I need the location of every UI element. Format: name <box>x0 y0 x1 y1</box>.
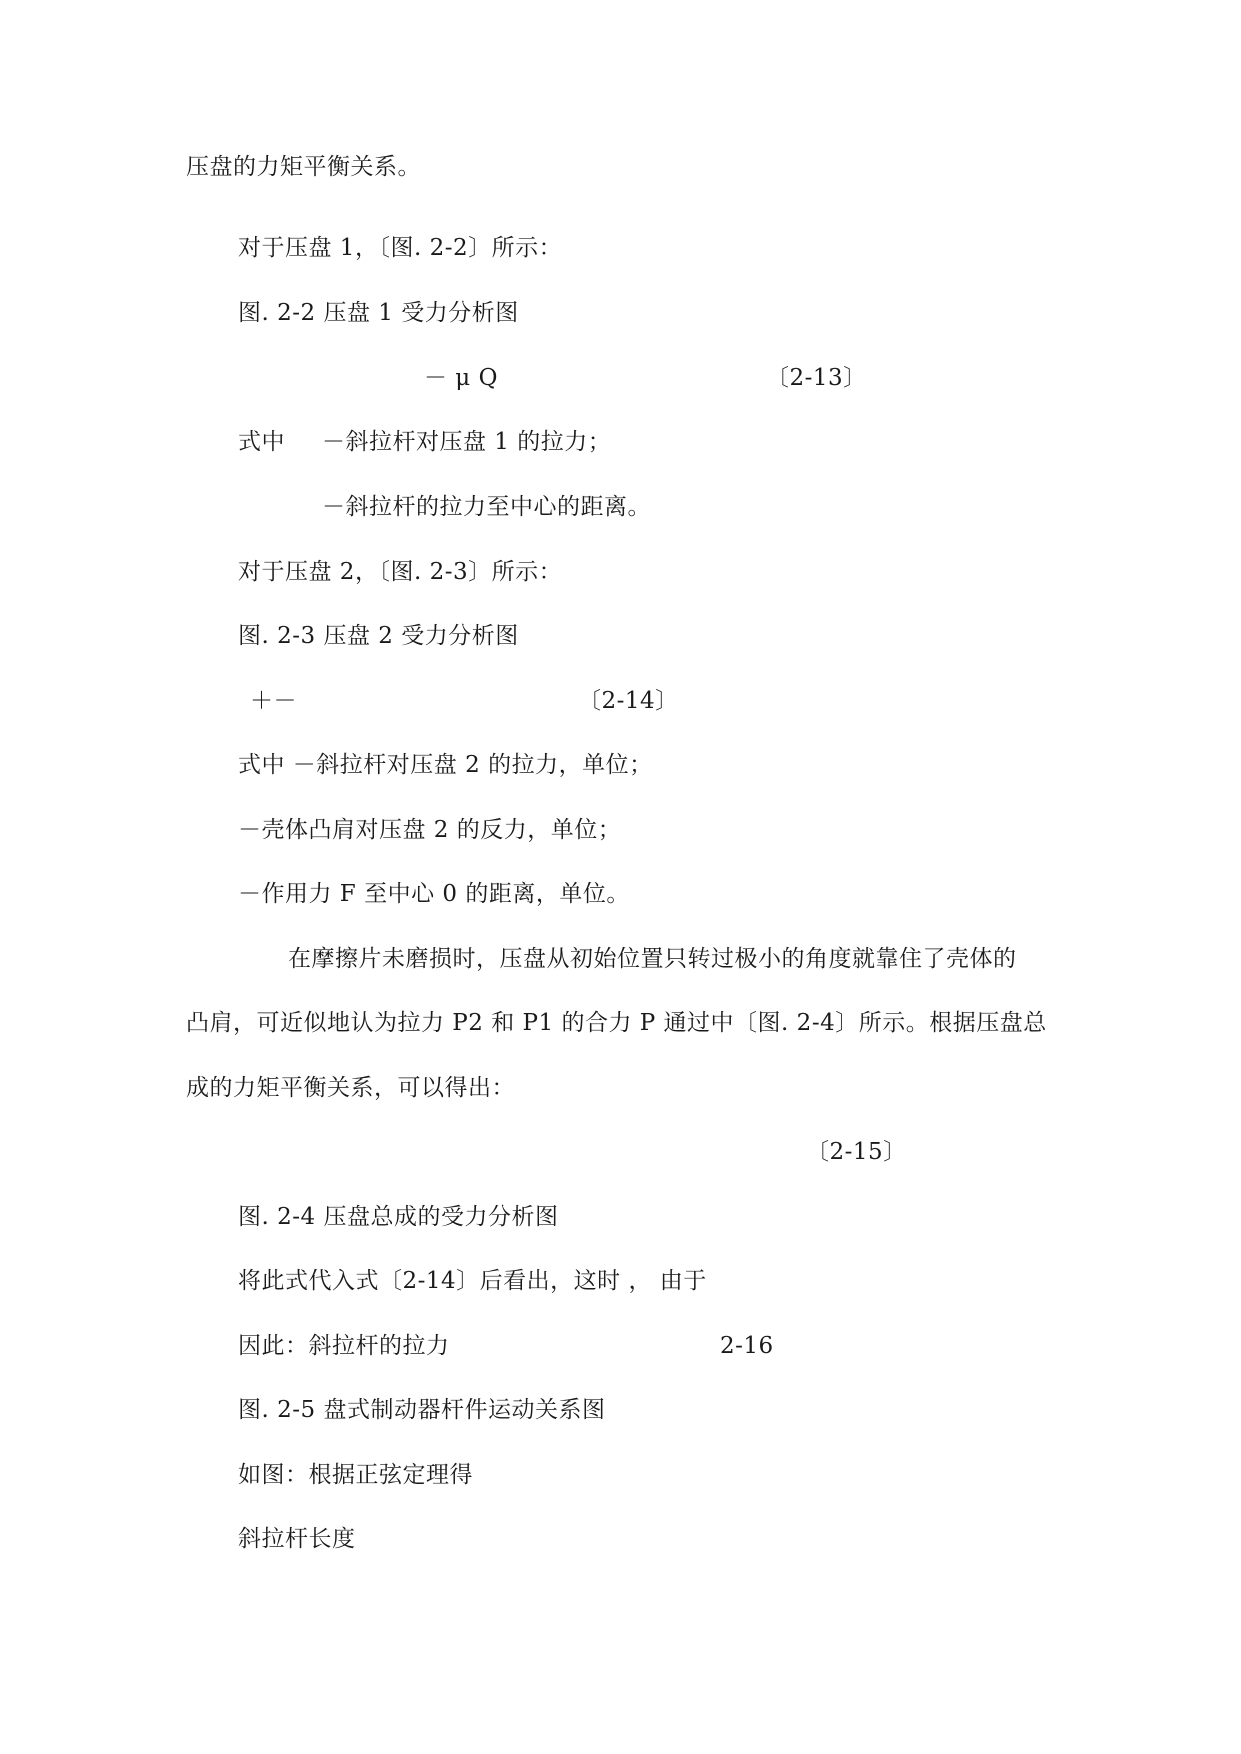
text-line: －斜拉杆对压盘 1 的拉力； <box>322 429 612 455</box>
figure-caption: 图. 2-2 压盘 1 受力分析图 <box>238 300 519 326</box>
figure-caption: 图. 2-4 压盘总成的受力分析图 <box>238 1204 559 1230</box>
equation-number: 〔2-13〕 <box>766 365 867 391</box>
equation-number: 2-16 <box>720 1333 774 1359</box>
equation-number: 〔2-15〕 <box>806 1139 907 1165</box>
text-line: 因此：斜拉杆的拉力 <box>238 1333 450 1359</box>
equation-number: 〔2-14〕 <box>578 688 679 714</box>
text-line: 对于压盘 1，〔图. 2-2〕所示： <box>238 235 563 261</box>
text-line: －壳体凸肩对压盘 2 的反力，单位； <box>238 817 622 843</box>
text-line: 对于压盘 2，〔图. 2-3〕所示： <box>238 559 563 585</box>
figure-caption: 图. 2-3 压盘 2 受力分析图 <box>238 623 519 649</box>
figure-caption: 图. 2-5 盘式制动器杆件运动关系图 <box>238 1397 606 1423</box>
text-line: －斜拉杆的拉力至中心的距离。 <box>322 494 651 520</box>
text-line: －作用力 F 至中心 0 的距离，单位。 <box>238 881 630 907</box>
text-line: 成的力矩平衡关系，可以得出： <box>186 1075 515 1101</box>
text-line: 式中 －斜拉杆对压盘 2 的拉力，单位； <box>238 752 653 778</box>
equation-text: ＋－ <box>250 688 297 714</box>
text-line: 如图：根据正弦定理得 <box>238 1462 473 1488</box>
text-line: 凸肩，可近似地认为拉力 P2 和 P1 的合力 P 通过中〔图. 2-4〕所示。根据压盘总 <box>186 1010 1047 1036</box>
equation-text: － μ Q <box>424 365 498 391</box>
text-line: 将此式代入式〔2-14〕后看出，这时 ， 由于 <box>238 1268 707 1294</box>
text-line: 在摩擦片未磨损时，压盘从初始位置只转过极小的角度就靠住了壳体的 <box>288 946 1017 972</box>
text-line: 斜拉杆长度 <box>238 1526 356 1552</box>
text-line: 式中 <box>238 429 285 455</box>
text-line: 压盘的力矩平衡关系。 <box>186 154 421 180</box>
